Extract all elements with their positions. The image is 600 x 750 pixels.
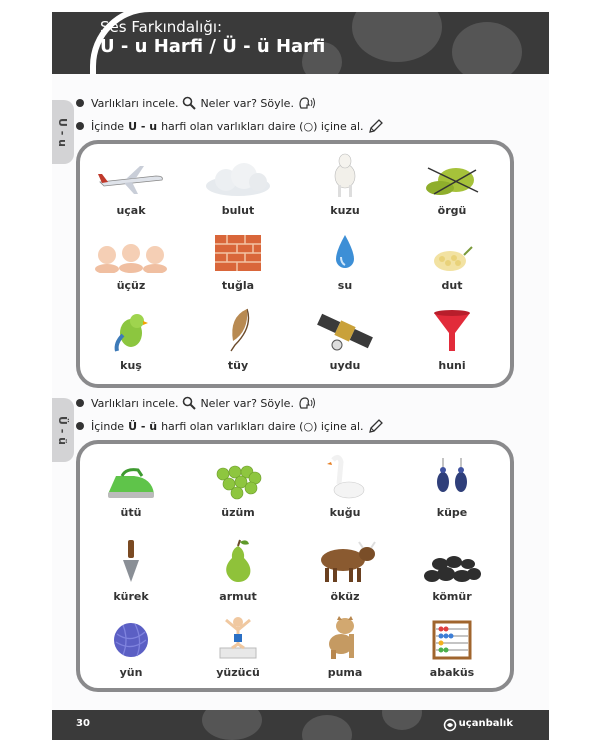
word-label: tüy (227, 359, 249, 372)
instruction-text: harfi olan varlıkları daire (○) içine al. (161, 119, 364, 133)
instruction-text: Neler var? Söyle. (200, 96, 294, 110)
word-label: kuğu (329, 506, 361, 519)
instruction-text: harfi olan varlıkları daire (○) içine al. (161, 419, 364, 433)
picture-card[interactable] (300, 452, 390, 519)
word-label: kömür (432, 590, 472, 603)
word-label: üzüm (221, 506, 255, 519)
picture-card[interactable] (300, 225, 390, 292)
page-number: 30 (76, 718, 90, 729)
picture-card[interactable] (193, 612, 283, 679)
mulberry-icon (430, 243, 474, 273)
section-tab-label: U - u (56, 118, 69, 147)
picture-card[interactable] (86, 612, 176, 679)
instruction-text: Varlıkları incele. (91, 96, 179, 110)
word-label: yün (119, 666, 143, 679)
coal-icon (422, 552, 482, 584)
knitting-icon (422, 162, 482, 198)
picture-card[interactable] (407, 225, 497, 292)
word-label: üçüz (116, 279, 146, 292)
page-title: U - u Harfi / Ü - ü Harfi (100, 36, 326, 57)
picture-card[interactable] (86, 225, 176, 292)
instruction-text: İçinde (91, 419, 125, 433)
picture-card[interactable] (193, 452, 283, 519)
instruction-letter: U - u (128, 119, 158, 133)
magnifier-icon (182, 396, 196, 410)
magnifier-icon (182, 96, 196, 110)
decor-blob (302, 715, 352, 740)
trowel-icon (119, 538, 143, 584)
word-label: abaküs (429, 666, 475, 679)
picture-card[interactable] (193, 150, 283, 217)
picture-card[interactable] (407, 150, 497, 217)
satellite-icon (315, 309, 375, 353)
iron-icon (104, 466, 158, 500)
picture-card[interactable] (193, 225, 283, 292)
header-subtitle: Ses Farkındalığı: (100, 18, 223, 36)
instruction-text: Varlıkları incele. (91, 396, 179, 410)
pencil-icon (368, 418, 384, 434)
word-label: su (337, 279, 353, 292)
brick-icon (213, 233, 263, 273)
decor-blob (382, 710, 422, 730)
word-label: armut (219, 590, 257, 603)
picture-card[interactable] (86, 452, 176, 519)
funnel-icon (432, 309, 472, 353)
bullet-icon (76, 399, 84, 407)
yarn-ball-icon (111, 620, 151, 660)
picture-card[interactable] (407, 305, 497, 372)
bullet-icon (76, 99, 84, 107)
instruction-text: İçinde (91, 119, 125, 133)
picture-card[interactable] (193, 536, 283, 603)
word-label: huni (438, 359, 466, 372)
picture-card[interactable] (86, 305, 176, 372)
word-label: öküz (330, 590, 360, 603)
swan-icon (325, 454, 365, 500)
picture-card[interactable] (407, 536, 497, 603)
pencil-icon (368, 118, 384, 134)
picture-card[interactable] (407, 452, 497, 519)
lamb-icon (328, 152, 362, 198)
word-label: yüzücü (216, 666, 260, 679)
word-label: dut (441, 279, 463, 292)
section-tab-u (52, 100, 74, 164)
feather-icon (223, 307, 253, 353)
speaking-head-icon (298, 96, 316, 110)
word-label: ütü (120, 506, 142, 519)
bird-icon (109, 309, 153, 353)
publisher-logo-icon (443, 718, 457, 732)
abacus-icon (432, 620, 472, 660)
picture-card[interactable] (86, 536, 176, 603)
bullet-icon (76, 122, 84, 130)
word-label: kuzu (330, 204, 360, 217)
section-tab-uu (52, 398, 74, 462)
word-label: puma (327, 666, 363, 679)
instruction-look (76, 96, 316, 110)
word-label: tuğla (221, 279, 255, 292)
water-drop-icon (332, 233, 358, 273)
word-label: uydu (329, 359, 361, 372)
instruction-text: Neler var? Söyle. (200, 396, 294, 410)
word-label: uçak (116, 204, 146, 217)
instruction-circle (76, 118, 384, 134)
word-label: kürek (113, 590, 149, 603)
word-label: örgü (437, 204, 467, 217)
word-label: küpe (436, 506, 468, 519)
word-label: kuş (120, 359, 142, 372)
grapes-icon (213, 460, 263, 500)
bullet-icon (76, 422, 84, 430)
picture-card[interactable] (300, 150, 390, 217)
word-label: bulut (221, 204, 255, 217)
picture-card[interactable] (300, 536, 390, 603)
instruction-letter: Ü - ü (128, 419, 158, 433)
airplane-icon (96, 162, 166, 198)
swimmer-icon (216, 614, 260, 660)
page-footer (52, 710, 549, 740)
decor-blob (202, 710, 262, 740)
speaking-head-icon (298, 396, 316, 410)
picture-card[interactable] (193, 305, 283, 372)
ox-icon (313, 540, 377, 584)
cloud-icon (202, 162, 274, 198)
instruction-circle (76, 418, 384, 434)
publisher-brand: uçanbalık (458, 718, 513, 729)
picture-card[interactable] (300, 612, 390, 679)
earrings-icon (434, 456, 470, 500)
picture-card[interactable] (300, 305, 390, 372)
babies-icon (91, 241, 171, 273)
instruction-look (76, 396, 316, 410)
picture-card[interactable] (86, 150, 176, 217)
puma-icon (323, 614, 367, 660)
picture-card[interactable] (407, 612, 497, 679)
section-tab-label: Ü - ü (56, 416, 69, 445)
pear-icon (221, 538, 255, 584)
